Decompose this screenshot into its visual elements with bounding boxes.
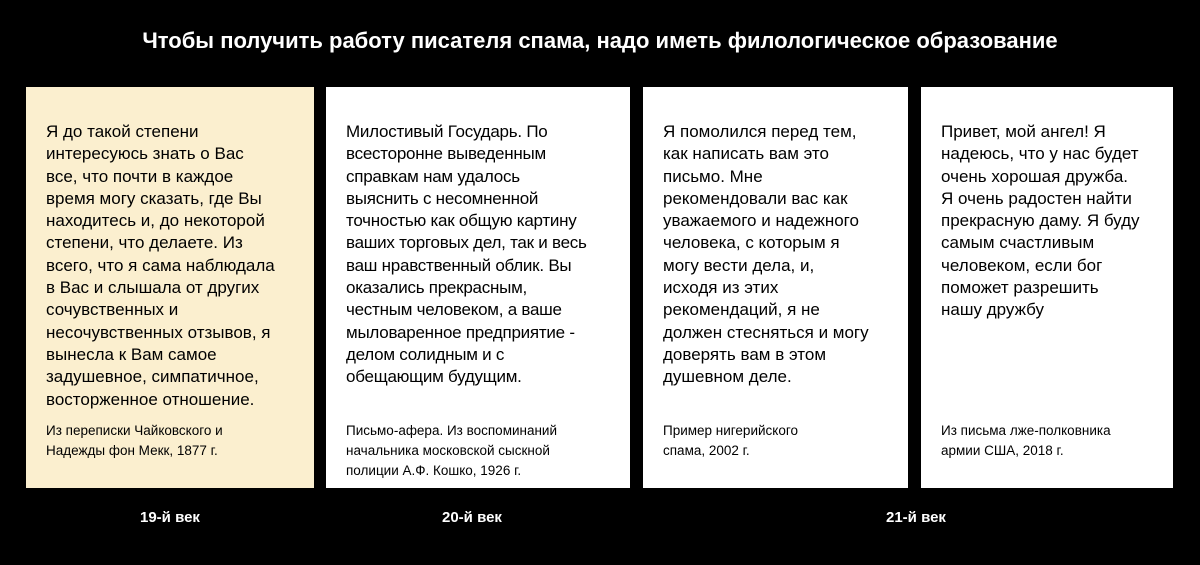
letter-quote: Привет, мой ангел! Я надеюсь, что у нас будет очень хорошая дружба. Я очень радостен найти прекрасную даму. Я буду самым счастливым человеком, если бог поможет разрешить нашу дружбу	[941, 122, 1140, 320]
letter-card-1926	[326, 87, 630, 488]
page-title: Чтобы получить работу писателя спама, надо иметь филологическое образование	[142, 28, 1058, 53]
letter-quote: Я помолился перед тем, как написать вам это письмо. Мне рекомендовали вас как уважаемого и надежного человека, с которым я могу вести дела, и, исходя из этих рекомендаций, я не должен стесняться и могу доверять вам в этом душевном деле.	[663, 122, 869, 387]
letter-card-2002	[643, 87, 908, 488]
era-label-21st-century: 21-й век	[886, 509, 946, 526]
letter-card-1877	[26, 87, 314, 488]
letter-quote: Милостивый Государь. По всесторонне выведенным справкам нам удалось выяснить с несомненной точностью как общую картину ваших торговых дел, так и весь ваш нравственный облик. Вы оказались прекрасным, честным человеком, а ваше мыловаренное предприятие - делом солидным и с обещающим будущим.	[346, 122, 587, 387]
letter-quote: Я до такой степени интересуюсь знать о Вас все, что почти в каждое время могу сказать, где Вы находитесь и, до некоторой степени, что делаете. Из всего, что я сама наблюдала в Вас и слышала от других сочувственных и несочувственных отзывов, я вынесла к Вам самое задушевное, симпатичное, восторженное отношение.	[46, 122, 275, 409]
letter-source: Пример нигерийского спама, 2002 г.	[663, 423, 798, 458]
letter-card-2018	[921, 87, 1173, 488]
era-label-19th-century: 19-й век	[140, 509, 200, 526]
letter-source: Из переписки Чайковского и Надежды фон Мекк, 1877 г.	[46, 423, 223, 458]
letter-source: Из письма лже-полковника армии США, 2018 г.	[941, 423, 1111, 458]
letter-source: Письмо-афера. Из воспоминаний начальника московской сыскной полиции А.Ф. Кошко, 1926 г.	[346, 423, 558, 478]
era-label-20th-century: 20-й век	[442, 509, 502, 526]
